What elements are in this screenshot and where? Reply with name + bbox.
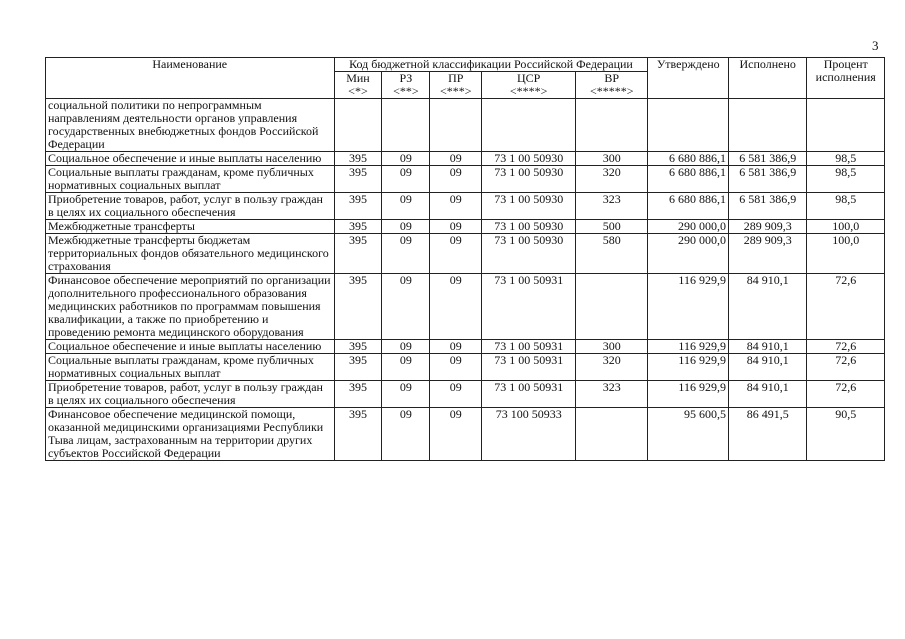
row-pr: 09 — [430, 274, 482, 340]
row-rz: 09 — [382, 408, 430, 461]
row-csr: 73 1 00 50930 — [482, 234, 576, 274]
row-vr: 300 — [576, 340, 648, 354]
table-row — [46, 220, 885, 234]
row-percent — [807, 99, 885, 152]
row-name: Финансовое обеспечение медицинской помощи, оказанной медицинскими организациями Республики Тыва лицам, застрахованным на территории других субъектов Российской Федерации — [46, 408, 335, 461]
header-csr-label: ЦСР — [517, 71, 541, 85]
row-rz: 09 — [382, 340, 430, 354]
row-rz: 09 — [382, 274, 430, 340]
row-executed: 84 910,1 — [728, 340, 806, 354]
row-executed: 289 909,3 — [728, 220, 806, 234]
row-percent: 72,6 — [807, 274, 885, 340]
row-percent: 100,0 — [807, 234, 885, 274]
row-pr: 09 — [430, 381, 482, 408]
row-min: 395 — [334, 166, 382, 193]
header-percent: Процент исполнения — [807, 58, 885, 99]
row-vr: 320 — [576, 354, 648, 381]
table-row — [46, 234, 885, 274]
row-rz: 09 — [382, 234, 430, 274]
row-vr: 500 — [576, 220, 648, 234]
row-approved: 6 680 886,1 — [648, 166, 729, 193]
row-pr: 09 — [430, 152, 482, 166]
header-row-top — [46, 58, 885, 72]
row-rz — [382, 99, 430, 152]
table-row — [46, 381, 885, 408]
row-pr: 09 — [430, 354, 482, 381]
row-name: Межбюджетные трансферты — [46, 220, 335, 234]
header-pr-note: <***> — [440, 84, 472, 98]
header-approved: Утверждено — [648, 58, 729, 99]
row-csr: 73 100 50933 — [482, 408, 576, 461]
row-csr: 73 1 00 50930 — [482, 193, 576, 220]
row-min: 395 — [334, 234, 382, 274]
row-approved: 6 680 886,1 — [648, 193, 729, 220]
row-approved: 95 600,5 — [648, 408, 729, 461]
row-rz: 09 — [382, 220, 430, 234]
row-csr: 73 1 00 50931 — [482, 354, 576, 381]
row-rz: 09 — [382, 193, 430, 220]
row-percent: 72,6 — [807, 381, 885, 408]
row-approved: 116 929,9 — [648, 381, 729, 408]
row-vr: 300 — [576, 152, 648, 166]
header-name: Наименование — [46, 58, 335, 99]
row-approved: 116 929,9 — [648, 340, 729, 354]
row-executed: 6 581 386,9 — [728, 193, 806, 220]
table-row — [46, 354, 885, 381]
row-percent: 98,5 — [807, 193, 885, 220]
row-name: Социальное обеспечение и иные выплаты населению — [46, 152, 335, 166]
row-min: 395 — [334, 381, 382, 408]
header-min — [334, 72, 382, 99]
row-min: 395 — [334, 274, 382, 340]
row-name: Приобретение товаров, работ, услуг в пользу граждан в целях их социального обеспечения — [46, 193, 335, 220]
header-vr-label: ВР — [604, 71, 620, 85]
row-executed: 6 581 386,9 — [728, 152, 806, 166]
header-pr-label: ПР — [448, 71, 464, 85]
row-min: 395 — [334, 193, 382, 220]
row-name: Межбюджетные трансферты бюджетам территориальных фондов обязательного медицинского страхования — [46, 234, 335, 274]
row-csr: 73 1 00 50931 — [482, 274, 576, 340]
table-row — [46, 193, 885, 220]
row-csr: 73 1 00 50930 — [482, 152, 576, 166]
table-row — [46, 99, 885, 152]
row-rz: 09 — [382, 381, 430, 408]
row-percent: 98,5 — [807, 166, 885, 193]
row-pr: 09 — [430, 340, 482, 354]
header-csr — [482, 72, 576, 99]
header-vr — [576, 72, 648, 99]
header-code-group: Код бюджетной классификации Российской Федерации — [334, 58, 648, 72]
header-csr-note: <****> — [509, 84, 548, 98]
row-name: социальной политики по непрограммным направлениям деятельности органов управления государственных внебюджетных фондов Российской Федерации — [46, 99, 335, 152]
row-approved: 6 680 886,1 — [648, 152, 729, 166]
row-vr: 320 — [576, 166, 648, 193]
row-csr — [482, 99, 576, 152]
row-vr — [576, 274, 648, 340]
row-approved: 290 000,0 — [648, 234, 729, 274]
table-row — [46, 166, 885, 193]
table-row — [46, 340, 885, 354]
row-vr: 323 — [576, 381, 648, 408]
table-row — [46, 152, 885, 166]
row-executed: 6 581 386,9 — [728, 166, 806, 193]
row-percent: 100,0 — [807, 220, 885, 234]
row-vr: 323 — [576, 193, 648, 220]
row-pr: 09 — [430, 220, 482, 234]
row-pr: 09 — [430, 234, 482, 274]
row-name: Финансовое обеспечение мероприятий по организации дополнительного профессионального образования медицинских работников по программам повышения квалификации, а также по приобретению и проведению ремонта медицинского оборудования — [46, 274, 335, 340]
header-vr-note: <*****> — [589, 84, 634, 98]
row-vr: 580 — [576, 234, 648, 274]
row-min: 395 — [334, 152, 382, 166]
row-executed: 289 909,3 — [728, 234, 806, 274]
row-csr: 73 1 00 50930 — [482, 166, 576, 193]
row-csr: 73 1 00 50930 — [482, 220, 576, 234]
row-pr: 09 — [430, 193, 482, 220]
row-approved: 116 929,9 — [648, 274, 729, 340]
row-executed — [728, 99, 806, 152]
header-pr — [430, 72, 482, 99]
row-approved: 116 929,9 — [648, 354, 729, 381]
row-percent: 72,6 — [807, 354, 885, 381]
row-name: Социальное обеспечение и иные выплаты населению — [46, 340, 335, 354]
row-vr — [576, 408, 648, 461]
budget-execution-table — [45, 57, 885, 461]
page-number: 3 — [872, 38, 879, 53]
row-percent: 90,5 — [807, 408, 885, 461]
row-approved — [648, 99, 729, 152]
row-pr: 09 — [430, 408, 482, 461]
row-min — [334, 99, 382, 152]
row-executed: 84 910,1 — [728, 274, 806, 340]
header-executed: Исполнено — [728, 58, 806, 99]
row-vr — [576, 99, 648, 152]
row-name: Приобретение товаров, работ, услуг в пользу граждан в целях их социального обеспечения — [46, 381, 335, 408]
row-rz: 09 — [382, 166, 430, 193]
header-rz-label: РЗ — [399, 71, 413, 85]
table-row — [46, 274, 885, 340]
row-percent: 98,5 — [807, 152, 885, 166]
table-row — [46, 408, 885, 461]
row-rz: 09 — [382, 354, 430, 381]
row-min: 395 — [334, 354, 382, 381]
row-min: 395 — [334, 220, 382, 234]
row-pr — [430, 99, 482, 152]
row-name: Социальные выплаты гражданам, кроме публичных нормативных социальных выплат — [46, 354, 335, 381]
row-pr: 09 — [430, 166, 482, 193]
header-rz-note: <**> — [393, 84, 419, 98]
header-min-note: <*> — [348, 84, 368, 98]
row-executed: 84 910,1 — [728, 381, 806, 408]
header-rz — [382, 72, 430, 99]
row-csr: 73 1 00 50931 — [482, 340, 576, 354]
row-rz: 09 — [382, 152, 430, 166]
row-percent: 72,6 — [807, 340, 885, 354]
row-approved: 290 000,0 — [648, 220, 729, 234]
row-executed: 86 491,5 — [728, 408, 806, 461]
row-min: 395 — [334, 408, 382, 461]
row-csr: 73 1 00 50931 — [482, 381, 576, 408]
row-min: 395 — [334, 340, 382, 354]
header-min-label: Мин — [346, 71, 370, 85]
row-name: Социальные выплаты гражданам, кроме публичных нормативных социальных выплат — [46, 166, 335, 193]
row-executed: 84 910,1 — [728, 354, 806, 381]
